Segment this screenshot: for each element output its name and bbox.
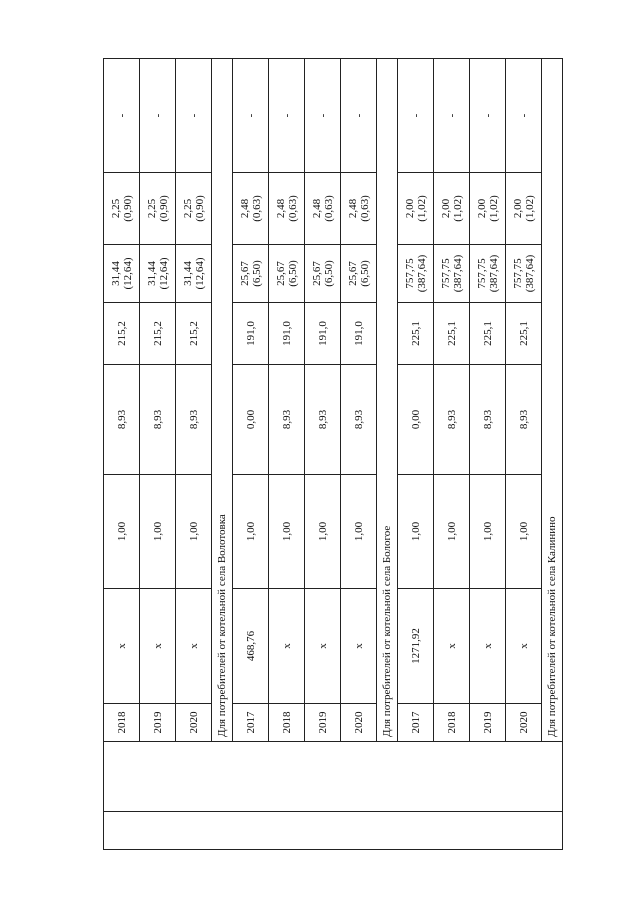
value-cell: x — [140, 589, 176, 704]
value-cell: x — [434, 589, 470, 704]
cell-value: 2,48 — [274, 198, 287, 219]
dash-cell: - — [434, 59, 470, 173]
year-cell: 2020 — [176, 704, 212, 742]
section-caption-row — [212, 59, 233, 850]
coefficient-cell: 1,00 — [398, 475, 434, 589]
percent-cell: 8,93 — [305, 365, 341, 475]
dash-cell: - — [269, 59, 305, 173]
cell-value-bracketed: (1,02) — [451, 195, 464, 222]
ratio-cell — [233, 173, 269, 245]
coefficient-cell: 1,00 — [341, 475, 377, 589]
cell-value-bracketed: (12,64) — [157, 257, 170, 290]
table-row — [176, 59, 212, 850]
coefficient-cell: 1,00 — [140, 475, 176, 589]
cell-value: 757,75 — [439, 258, 452, 289]
cell-value-bracketed: (0,63) — [286, 195, 299, 222]
cell-value-bracketed: (1,02) — [523, 195, 536, 222]
tariff-cell — [305, 245, 341, 303]
cell-value: 2,00 — [511, 198, 524, 219]
dash-cell: - — [398, 59, 434, 173]
norm-cell: 215,2 — [140, 303, 176, 365]
cell-value: 25,67 — [346, 261, 359, 286]
percent-cell: 0,00 — [398, 365, 434, 475]
norm-cell: 191,0 — [269, 303, 305, 365]
table-row — [269, 59, 305, 850]
cell-value: 757,75 — [403, 258, 416, 289]
norm-cell: 215,2 — [104, 303, 140, 365]
coefficient-cell: 1,00 — [176, 475, 212, 589]
tariff-table — [103, 58, 563, 850]
cell-value: 2,48 — [346, 198, 359, 219]
percent-cell: 8,93 — [506, 365, 542, 475]
tariff-cell — [398, 245, 434, 303]
cell-value-bracketed: (0,90) — [121, 195, 134, 222]
ratio-cell — [305, 173, 341, 245]
year-cell: 2019 — [305, 704, 341, 742]
cell-value-bracketed: (6,50) — [358, 260, 371, 287]
coefficient-cell: 1,00 — [470, 475, 506, 589]
table-body — [104, 59, 563, 850]
ratio-cell — [434, 173, 470, 245]
coefficient-cell: 1,00 — [233, 475, 269, 589]
value-cell: 1271,92 — [398, 589, 434, 704]
section-caption-row — [542, 59, 563, 850]
cell-value: 2,25 — [145, 198, 158, 219]
cell-value-bracketed: (12,64) — [121, 257, 134, 290]
year-cell: 2018 — [104, 704, 140, 742]
empty-header-cell — [104, 812, 563, 850]
cell-value: 25,67 — [274, 261, 287, 286]
norm-cell: 191,0 — [341, 303, 377, 365]
table-row — [104, 59, 140, 850]
table-row — [305, 59, 341, 850]
ratio-cell — [506, 173, 542, 245]
percent-cell: 8,93 — [176, 365, 212, 475]
cell-value-bracketed: (6,50) — [322, 260, 335, 287]
cell-value: 2,48 — [310, 198, 323, 219]
cell-value-bracketed: (0,63) — [250, 195, 263, 222]
cell-value: 2,48 — [238, 198, 251, 219]
percent-cell: 8,93 — [269, 365, 305, 475]
year-cell: 2020 — [341, 704, 377, 742]
cell-value: 2,25 — [181, 198, 194, 219]
ratio-cell — [140, 173, 176, 245]
table-row — [140, 59, 176, 850]
section-caption: Для потребителей от котельной села Волотовка — [212, 59, 233, 742]
norm-cell: 191,0 — [233, 303, 269, 365]
dash-cell: - — [470, 59, 506, 173]
tariff-cell — [434, 245, 470, 303]
percent-cell: 8,93 — [341, 365, 377, 475]
coefficient-cell: 1,00 — [305, 475, 341, 589]
table-row — [470, 59, 506, 850]
cell-value-bracketed: (387,64) — [451, 254, 464, 293]
percent-cell: 8,93 — [434, 365, 470, 475]
ratio-cell — [341, 173, 377, 245]
value-cell: x — [305, 589, 341, 704]
value-cell: x — [269, 589, 305, 704]
dash-cell: - — [176, 59, 212, 173]
coefficient-cell: 1,00 — [506, 475, 542, 589]
empty-label-cell — [104, 742, 563, 812]
section-caption: Для потребителей от котельной села Бологое — [377, 59, 398, 742]
cell-value: 31,44 — [181, 261, 194, 286]
dash-cell: - — [233, 59, 269, 173]
year-cell: 2020 — [506, 704, 542, 742]
cell-value: 2,00 — [403, 198, 416, 219]
ratio-cell — [398, 173, 434, 245]
tariff-cell — [506, 245, 542, 303]
coefficient-cell: 1,00 — [269, 475, 305, 589]
dash-cell: - — [140, 59, 176, 173]
coefficient-cell: 1,00 — [104, 475, 140, 589]
year-cell: 2019 — [470, 704, 506, 742]
section-caption: Для потребителей от котельной села Калинино — [542, 59, 563, 742]
section-caption-row — [377, 59, 398, 850]
cell-value: 757,75 — [511, 258, 524, 289]
norm-cell: 225,1 — [434, 303, 470, 365]
cell-value: 25,67 — [238, 261, 251, 286]
norm-cell: 225,1 — [506, 303, 542, 365]
dash-cell: - — [104, 59, 140, 173]
table-row — [233, 59, 269, 850]
percent-cell: 8,93 — [140, 365, 176, 475]
cell-value-bracketed: (387,64) — [487, 254, 500, 293]
cell-value-bracketed: (6,50) — [286, 260, 299, 287]
tariff-cell — [176, 245, 212, 303]
tariff-cell — [341, 245, 377, 303]
year-cell: 2017 — [398, 704, 434, 742]
value-cell: x — [506, 589, 542, 704]
value-cell: 468,76 — [233, 589, 269, 704]
year-cell: 2017 — [233, 704, 269, 742]
year-cell: 2018 — [269, 704, 305, 742]
tariff-cell — [269, 245, 305, 303]
cell-value-bracketed: (0,90) — [193, 195, 206, 222]
ratio-cell — [176, 173, 212, 245]
tariff-cell — [470, 245, 506, 303]
tariff-cell — [140, 245, 176, 303]
cell-value-bracketed: (387,64) — [415, 254, 428, 293]
ratio-cell — [104, 173, 140, 245]
coefficient-cell: 1,00 — [434, 475, 470, 589]
cell-value-bracketed: (6,50) — [250, 260, 263, 287]
ratio-cell — [269, 173, 305, 245]
cell-value: 31,44 — [109, 261, 122, 286]
cell-value-bracketed: (1,02) — [415, 195, 428, 222]
percent-cell: 8,93 — [104, 365, 140, 475]
cell-value-bracketed: (1,02) — [487, 195, 500, 222]
year-cell: 2018 — [434, 704, 470, 742]
cell-value: 2,25 — [109, 198, 122, 219]
cell-value-bracketed: (0,63) — [322, 195, 335, 222]
norm-cell: 215,2 — [176, 303, 212, 365]
percent-cell: 0,00 — [233, 365, 269, 475]
ratio-cell — [470, 173, 506, 245]
norm-cell: 225,1 — [470, 303, 506, 365]
value-cell: x — [341, 589, 377, 704]
cell-value: 2,00 — [475, 198, 488, 219]
year-cell: 2019 — [140, 704, 176, 742]
dash-cell: - — [341, 59, 377, 173]
tariff-cell — [233, 245, 269, 303]
cell-value-bracketed: (0,90) — [157, 195, 170, 222]
percent-cell: 8,93 — [470, 365, 506, 475]
table-row — [398, 59, 434, 850]
cell-value-bracketed: (387,64) — [523, 254, 536, 293]
dash-cell: - — [506, 59, 542, 173]
value-cell: x — [176, 589, 212, 704]
dash-cell: - — [305, 59, 341, 173]
norm-cell: 191,0 — [305, 303, 341, 365]
cell-value: 757,75 — [475, 258, 488, 289]
value-cell: x — [104, 589, 140, 704]
table-row — [341, 59, 377, 850]
cell-value-bracketed: (12,64) — [193, 257, 206, 290]
cell-value: 31,44 — [145, 261, 158, 286]
cell-value: 25,67 — [310, 261, 323, 286]
table-row — [434, 59, 470, 850]
norm-cell: 225,1 — [398, 303, 434, 365]
value-cell: x — [470, 589, 506, 704]
table-row — [506, 59, 542, 850]
cell-value: 2,00 — [439, 198, 452, 219]
tariff-cell — [104, 245, 140, 303]
cell-value-bracketed: (0,63) — [358, 195, 371, 222]
